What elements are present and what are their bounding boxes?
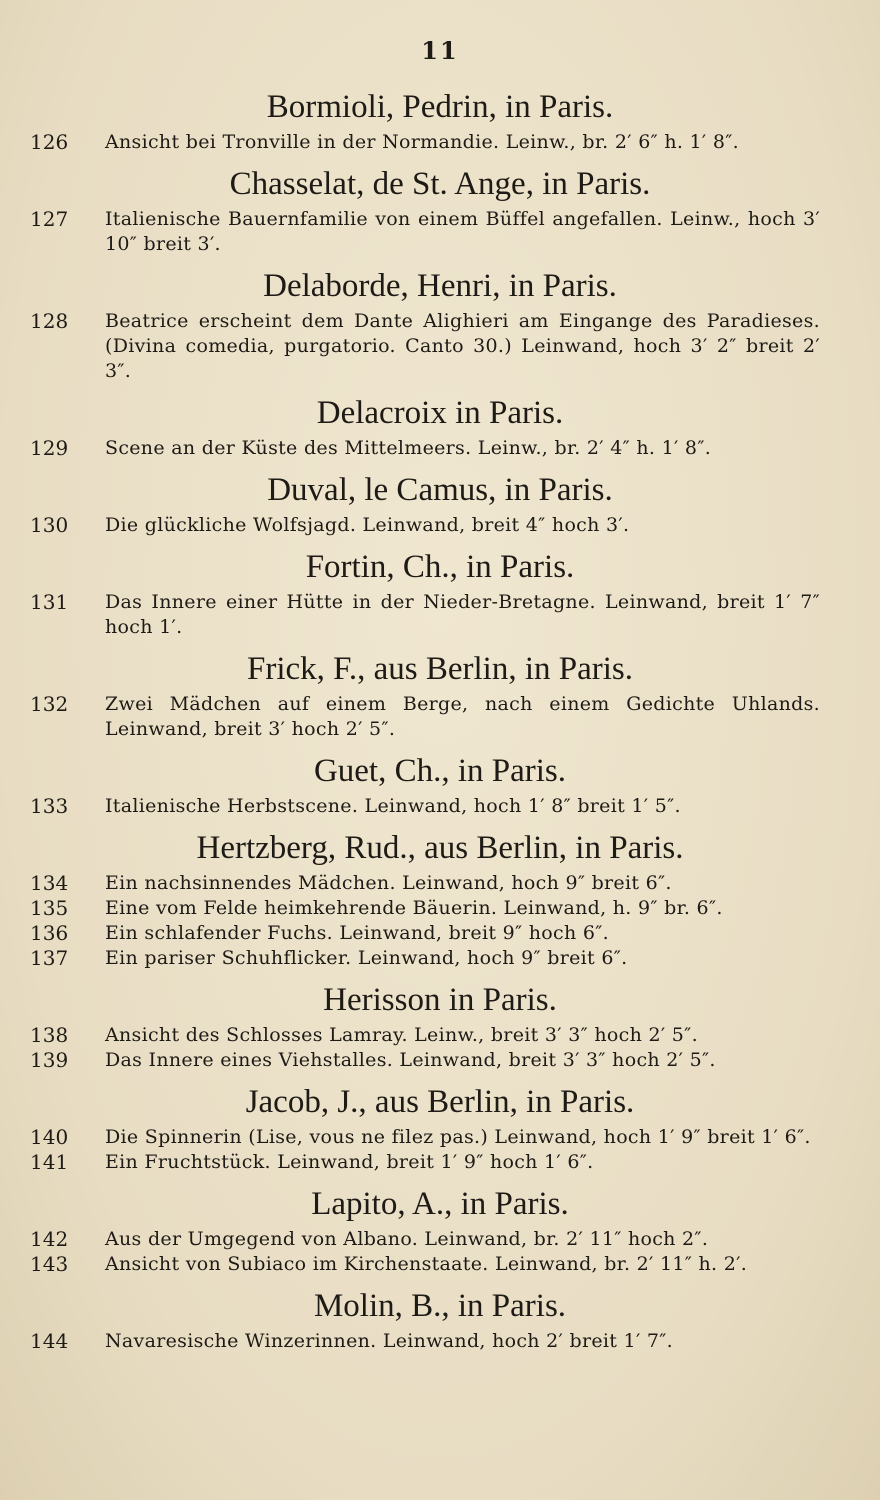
entry-description: Aus der Umgegend von Albano. Leinwand, br. 2′ 11″ hoch 2″. xyxy=(105,1228,709,1250)
entry-description: Ein schlafender Fuchs. Leinwand, breit 9″ hoch 6″. xyxy=(105,922,609,944)
artist-heading: Hertzberg, Rud., aus Berlin, in Paris. xyxy=(196,830,684,866)
entry-number: 142 xyxy=(30,1227,69,1251)
entry-description: Beatrice erscheint dem Dante Alighieri am Eingange des Paradieses. (Divina comedia, purgatorio. Canto 30.) Leinwand, hoch 3′ 2″ breit 2′ 3″. xyxy=(105,310,820,382)
entry-number: 130 xyxy=(30,513,69,537)
entry-description: Ein Fruchtstück. Leinwand, breit 1′ 9″ hoch 1′ 6″. xyxy=(105,1151,594,1173)
entry-description: Ansicht bei Tronville in der Normandie. Leinw., br. 2′ 6″ h. 1′ 8″. xyxy=(105,131,739,153)
section-gap xyxy=(0,461,880,471)
section-gap xyxy=(0,384,880,394)
entry-number: 137 xyxy=(30,946,69,970)
entry-description: Die Spinnerin (Lise, vous ne filez pas.) Leinwand, hoch 1′ 9″ breit 1′ 6″. xyxy=(105,1126,811,1148)
entry-number: 136 xyxy=(30,921,69,945)
entry-number: 126 xyxy=(30,130,69,154)
artist-heading: Delaborde, Henri, in Paris. xyxy=(263,268,617,304)
catalog-entry xyxy=(0,871,880,896)
entry-description: Italienische Bauernfamilie von einem Büffel angefallen. Leinw., hoch 3′ 10″ breit 3′. xyxy=(105,208,820,255)
catalog-entry xyxy=(0,309,880,384)
catalog-entry xyxy=(0,692,880,742)
section-gap xyxy=(0,1354,880,1364)
artist-heading: Fortin, Ch., in Paris. xyxy=(305,549,575,585)
entry-number: 138 xyxy=(30,1023,69,1047)
entry-description: Das Innere eines Viehstalles. Leinwand, breit 3′ 3″ hoch 2′ 5″. xyxy=(105,1049,716,1071)
artist-heading: Herisson in Paris. xyxy=(323,982,557,1018)
catalog-content xyxy=(0,88,880,1364)
catalog-entry xyxy=(0,1023,880,1048)
entry-number: 135 xyxy=(30,896,69,920)
entry-number: 141 xyxy=(30,1150,69,1174)
catalog-entry xyxy=(0,1329,880,1354)
entry-description: Ein nachsinnendes Mädchen. Leinwand, hoch 9″ breit 6″. xyxy=(105,872,672,894)
catalog-entry xyxy=(0,207,880,257)
section-gap xyxy=(0,819,880,829)
entry-description: Die glückliche Wolfsjagd. Leinwand, breit 4″ hoch 3′. xyxy=(105,514,630,536)
section-gap xyxy=(0,1175,880,1185)
catalog-entry xyxy=(0,1048,880,1073)
artist-heading: Delacroix in Paris. xyxy=(316,395,564,431)
entry-description: Navaresische Winzerinnen. Leinwand, hoch 2′ breit 1′ 7″. xyxy=(105,1330,674,1352)
artist-heading: Frick, F., aus Berlin, in Paris. xyxy=(246,651,633,687)
artist-heading: Chasselat, de St. Ange, in Paris. xyxy=(229,166,651,202)
entry-number: 133 xyxy=(30,794,69,818)
entry-number: 143 xyxy=(30,1252,69,1276)
catalog-entry xyxy=(0,946,880,971)
catalog-entry xyxy=(0,513,880,538)
entry-description: Zwei Mädchen auf einem Berge, nach einem Gedichte Uhlands. Leinwand, breit 3′ hoch 2′ 5″. xyxy=(105,693,820,740)
section-gap xyxy=(0,257,880,267)
section-gap xyxy=(0,1277,880,1287)
catalog-entry xyxy=(0,921,880,946)
entry-description: Das Innere einer Hütte in der Nieder-Bretagne. Leinwand, breit 1′ 7″ hoch 1′. xyxy=(105,591,820,638)
section-gap xyxy=(0,971,880,981)
section-gap xyxy=(0,742,880,752)
section-gap xyxy=(0,538,880,548)
catalog-entry xyxy=(0,1252,880,1277)
catalog-entry xyxy=(0,896,880,921)
entry-description: Ansicht von Subiaco im Kirchenstaate. Leinwand, br. 2′ 11″ h. 2′. xyxy=(105,1253,748,1275)
catalog-entry xyxy=(0,436,880,461)
artist-heading: Molin, B., in Paris. xyxy=(313,1288,567,1324)
entry-description: Scene an der Küste des Mittelmeers. Leinw., br. 2′ 4″ h. 1′ 8″. xyxy=(105,437,712,459)
catalog-entry xyxy=(0,130,880,155)
entry-number: 139 xyxy=(30,1048,69,1072)
entry-number: 131 xyxy=(30,590,69,614)
artist-heading: Jacob, J., aus Berlin, in Paris. xyxy=(245,1084,635,1120)
section-gap xyxy=(0,640,880,650)
entry-number: 140 xyxy=(30,1125,69,1149)
entry-number: 132 xyxy=(30,692,69,716)
entry-description: Eine vom Felde heimkehrende Bäuerin. Leinwand, h. 9″ br. 6″. xyxy=(105,897,723,919)
artist-heading: Guet, Ch., in Paris. xyxy=(313,753,567,789)
entry-number: 127 xyxy=(30,207,69,231)
section-gap xyxy=(0,155,880,165)
entry-number: 128 xyxy=(30,309,69,333)
catalog-entry xyxy=(0,1150,880,1175)
catalog-entry xyxy=(0,1227,880,1252)
entry-description: Ansicht des Schlosses Lamray. Leinw., breit 3′ 3″ hoch 2′ 5″. xyxy=(105,1024,698,1046)
artist-heading: Lapito, A., in Paris. xyxy=(311,1186,569,1222)
entry-number: 129 xyxy=(30,436,69,460)
section-gap xyxy=(0,1073,880,1083)
artist-heading: Duval, le Camus, in Paris. xyxy=(267,472,613,508)
entry-description: Italienische Herbstscene. Leinwand, hoch 1′ 8″ breit 1′ 5″. xyxy=(105,795,681,817)
catalog-entry xyxy=(0,794,880,819)
entry-description: Ein pariser Schuhflicker. Leinwand, hoch 9″ breit 6″. xyxy=(105,947,628,969)
catalog-entry xyxy=(0,590,880,640)
entry-number: 134 xyxy=(30,871,69,895)
catalog-entry xyxy=(0,1125,880,1150)
artist-heading: Bormioli, Pedrin, in Paris. xyxy=(266,89,614,125)
page-number: 11 xyxy=(421,36,459,65)
entry-number: 144 xyxy=(30,1329,69,1353)
